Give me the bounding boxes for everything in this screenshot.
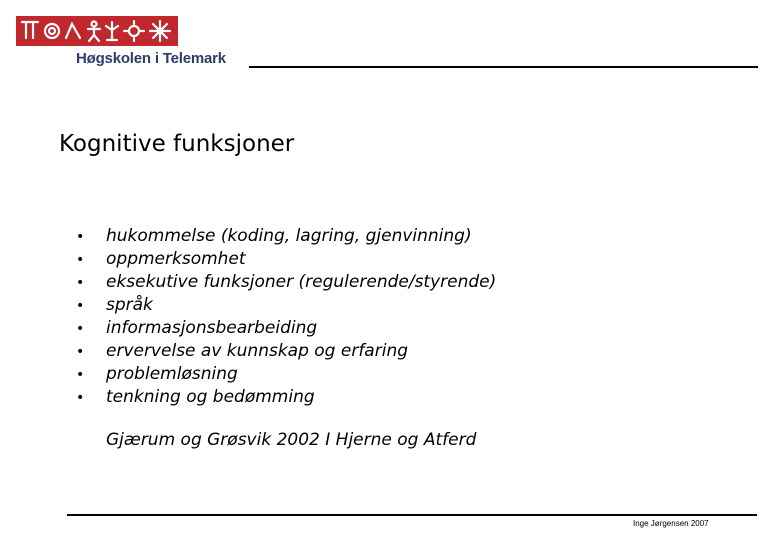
bullet-text: problemløsning xyxy=(106,364,238,384)
bullet-marker: • xyxy=(76,321,85,337)
bullet-text: eksekutive funksjoner (regulerende/styrende) xyxy=(106,272,497,292)
bullet-item xyxy=(76,318,496,341)
bullet-text: oppmerksomhet xyxy=(106,249,246,269)
bullet-marker: • xyxy=(76,275,85,291)
bullet-item xyxy=(76,295,496,318)
bullet-marker: • xyxy=(76,298,85,314)
bullet-text: ervervelse av kunnskap og erfaring xyxy=(106,341,409,361)
bullet-item xyxy=(76,387,496,410)
bullet-item xyxy=(76,341,496,364)
bullet-text: språk xyxy=(106,295,153,315)
footer-author: Inge Jørgensen 2007 xyxy=(633,519,709,528)
bullet-marker: • xyxy=(76,344,85,360)
petroglyph-logo-icon xyxy=(16,16,178,46)
footer-divider xyxy=(67,514,757,516)
bullet-text: informasjonsbearbeiding xyxy=(106,318,318,338)
source-citation: Gjærum og Grøsvik 2002 I Hjerne og Atferd xyxy=(106,430,477,450)
bullet-marker: • xyxy=(76,229,85,245)
bullet-item xyxy=(76,272,496,295)
bullet-marker: • xyxy=(76,252,85,268)
bullet-text: tenkning og bedømming xyxy=(106,387,315,407)
slide-title: Kognitive funksjoner xyxy=(59,131,295,157)
bullet-marker: • xyxy=(76,390,85,406)
institution-logo-mark xyxy=(16,16,178,46)
bullet-item xyxy=(76,364,496,387)
header-divider xyxy=(249,66,758,68)
institution-name: Høgskolen i Telemark xyxy=(76,50,226,67)
bullet-text: hukommelse (koding, lagring, gjenvinning) xyxy=(106,226,472,246)
bullet-marker: • xyxy=(76,367,85,383)
bullet-list xyxy=(76,226,496,410)
bullet-item xyxy=(76,249,496,272)
bullet-item xyxy=(76,226,496,249)
